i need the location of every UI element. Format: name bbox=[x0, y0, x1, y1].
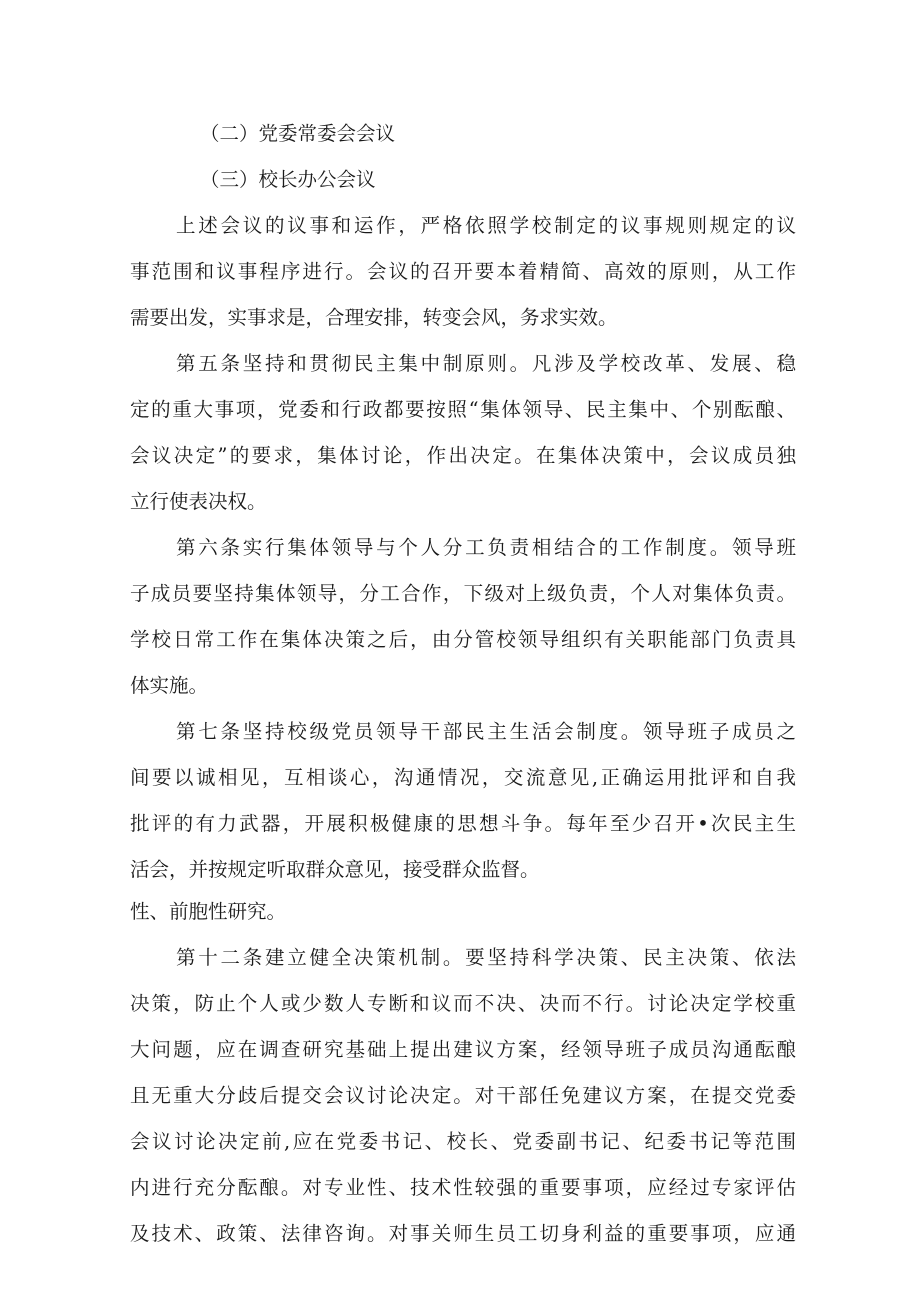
paragraph-line: 决策，防止个人或少数人专断和议而不决、决而不行。讨论决定学校重 bbox=[130, 992, 796, 1015]
paragraph-line: 上述会议的议事和运作，严格依照学校制定的议事规则规定的议 bbox=[176, 214, 796, 237]
paragraph-line: 定的重大事项，党委和行政都要按照“集体领导、民主集中、个别酝酿、 bbox=[130, 398, 796, 421]
paragraph-line: 且无重大分歧后提交会议讨论决定。对干部任免建议方案，在提交党委 bbox=[130, 1084, 796, 1107]
paragraph-line: 第五条坚持和贯彻民主集中制原则。凡涉及学校改革、发展、稳 bbox=[176, 352, 796, 375]
paragraph-line: 大问题，应在调查研究基础上提出建议方案，经领导班子成员沟通酝酿 bbox=[130, 1038, 796, 1061]
paragraph-line: 批评的有力武器，开展积极健康的思想斗争。每年至少召开•次民主生 bbox=[130, 812, 796, 835]
paragraph-line: 会议决定”的要求，集体讨论，作出决定。在集体决策中，会议成员独 bbox=[130, 444, 796, 467]
paragraph-line: 性、前胞性研究。 bbox=[130, 900, 287, 923]
paragraph-line: 第七条坚持校级党员领导干部民主生活会制度。领导班子成员之 bbox=[176, 720, 796, 743]
heading-party-standing-committee: （二）党委常委会会议 bbox=[200, 122, 396, 145]
paragraph-line: 立行使表决权。 bbox=[130, 490, 267, 513]
paragraph-line: 活会，并按规定听取群众意见，接受群众监督。 bbox=[130, 858, 540, 881]
paragraph-line: 需要出发，实事求是，合理安排，转变会风，务求实效。 bbox=[130, 306, 618, 329]
paragraph-line: 事范围和议事程序进行。会议的召开要本着精简、高效的原则，从工作 bbox=[130, 260, 796, 283]
paragraph-line: 第六条实行集体领导与个人分工负责相结合的工作制度。领导班 bbox=[176, 536, 796, 559]
paragraph-line: 子成员要坚持集体领导，分工合作，下级对上级负责，个人对集体负责。 bbox=[130, 582, 796, 605]
paragraph-line: 间要以诚相见，互相谈心，沟通情况，交流意见,正确运用批评和自我 bbox=[130, 766, 796, 789]
paragraph-line: 学校日常工作在集体决策之后，由分管校领导组织有关职能部门负责具 bbox=[130, 628, 796, 651]
paragraph-line: 体实施。 bbox=[130, 674, 209, 697]
heading-principal-office-meeting: （三）校长办公会议 bbox=[200, 168, 376, 191]
paragraph-line: 第十二条建立健全决策机制。要坚持科学决策、民主决策、依法 bbox=[176, 946, 796, 969]
paragraph-line: 会议讨论决定前,应在党委书记、校长、党委副书记、纪委书记等范围 bbox=[130, 1130, 796, 1153]
paragraph-line: 及技术、政策、法律咨询。对事关师生员工切身利益的重要事项，应通 bbox=[130, 1222, 796, 1245]
paragraph-line: 内进行充分酝酿。对专业性、技术性较强的重要事项，应经过专家评估 bbox=[130, 1176, 796, 1199]
